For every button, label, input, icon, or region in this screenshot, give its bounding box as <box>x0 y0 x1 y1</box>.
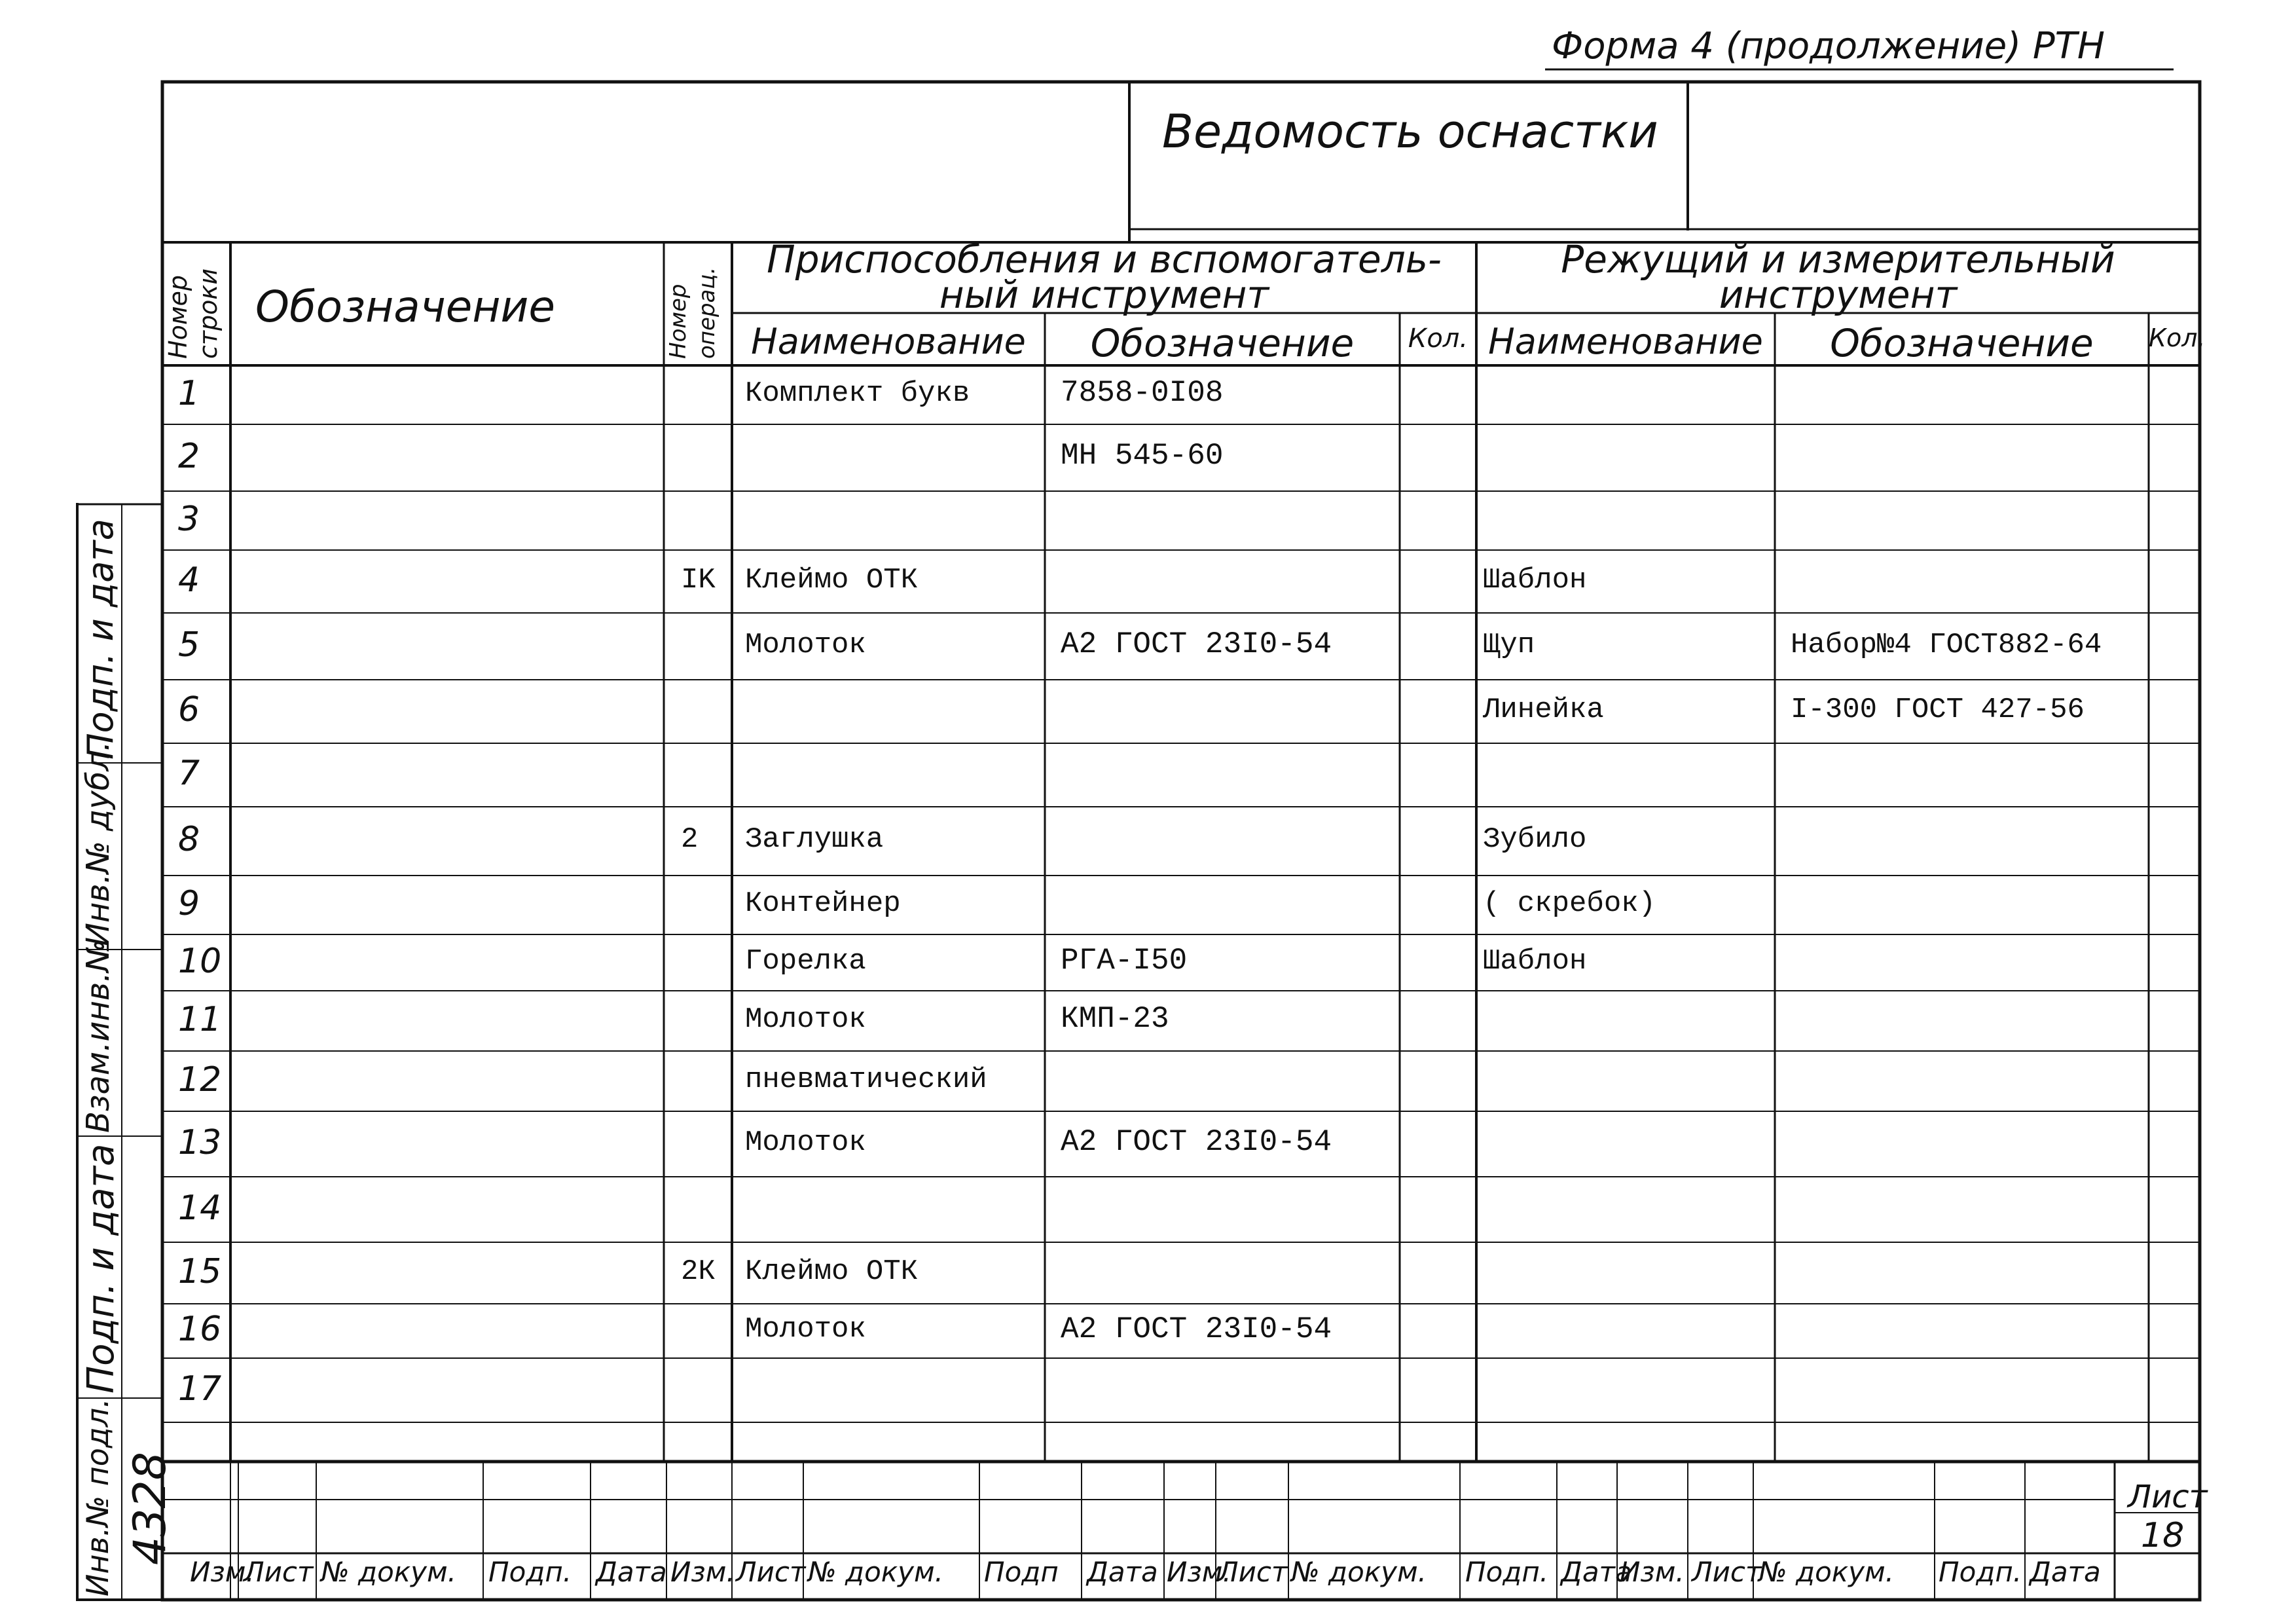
table-row <box>0 876 2296 934</box>
stamp-podp-data-1: Подп. и дата <box>80 519 121 760</box>
fixture-name: Клеймо ОТК <box>745 1255 919 1288</box>
table-row <box>0 424 2296 491</box>
revision-column-label: Изм. <box>670 1556 735 1588</box>
row-number: 7 <box>178 754 200 793</box>
row-number: 13 <box>178 1123 222 1162</box>
fixture-name: Молоток <box>745 1126 866 1159</box>
revision-column-label: Подп <box>984 1556 1059 1588</box>
revision-column-label: Изм. <box>1167 1556 1231 1588</box>
tool-name: ( скребок) <box>1483 887 1656 920</box>
row-number: 5 <box>178 625 200 665</box>
table-row <box>0 680 2296 743</box>
table-row <box>0 1304 2296 1358</box>
fixture-name: Молоток <box>745 629 866 661</box>
fixture-name: Молоток <box>745 1313 866 1346</box>
tool-name: Линейка <box>1483 693 1604 726</box>
revision-column-label: Лист <box>244 1556 314 1588</box>
revision-column-label: Дата <box>1561 1556 1632 1588</box>
fixture-name: Горелка <box>745 945 866 978</box>
document-title: Ведомость оснастки <box>1162 105 1658 158</box>
table-row <box>0 491 2296 550</box>
revision-column-label: Лист <box>1218 1556 1288 1588</box>
tool-name: Шаблон <box>1483 945 1587 978</box>
revision-column-label: № докум. <box>1291 1556 1427 1588</box>
header-cut-designation: Обозначение <box>1830 321 2094 365</box>
header-cutting-line2: инструмент <box>1719 272 1958 317</box>
header-cut-name: Наименование <box>1488 321 1763 362</box>
table-row <box>0 550 2296 613</box>
header-fix-name: Наименование <box>751 321 1026 362</box>
fixture-designation: КМП-23 <box>1061 1002 1169 1036</box>
revision-column-label: Изм. <box>1620 1556 1685 1588</box>
revision-column-label: Дата <box>596 1556 667 1588</box>
revision-column-label: Подп. <box>1465 1556 1549 1588</box>
fixture-designation: РГА-I50 <box>1061 944 1188 978</box>
row-number: 8 <box>178 820 200 859</box>
row-number: 2 <box>178 437 200 476</box>
revision-column-label: № докум. <box>321 1556 457 1588</box>
table-row <box>0 807 2296 876</box>
header-operation-number-1: Номер <box>665 284 691 359</box>
revision-column-label: Изм. <box>190 1556 255 1588</box>
tool-name: Шаблон <box>1483 564 1587 597</box>
revision-column-label: Лист <box>736 1556 806 1588</box>
table-row <box>0 1242 2296 1304</box>
header-row-number-1: Номер <box>164 275 192 359</box>
sheet-number: 18 <box>2141 1516 2185 1555</box>
row-number: 15 <box>178 1252 222 1291</box>
header-fixtures-line1: Приспособления и вспомогатель- <box>767 237 1442 282</box>
fixture-name: пневматический <box>745 1063 987 1096</box>
row-number: 4 <box>178 561 200 600</box>
header-row-number-2: строки <box>194 268 223 359</box>
tool-name: Зубило <box>1483 823 1587 856</box>
table-row <box>0 613 2296 680</box>
row-number: 12 <box>178 1060 222 1099</box>
stamp-inv-podl: Инв.№ подл. <box>80 1398 115 1596</box>
header-designation: Обозначение <box>255 282 555 332</box>
tool-designation: I-300 ГОСТ 427-56 <box>1791 693 2085 726</box>
table-row <box>0 743 2296 807</box>
fixture-name: Комплект букв <box>745 377 970 410</box>
tool-designation: Набор№4 ГОСТ882-64 <box>1791 629 2102 661</box>
row-number: 11 <box>178 1000 222 1039</box>
table-row <box>0 1051 2296 1111</box>
tool-name: Щуп <box>1483 629 1535 661</box>
row-number: 3 <box>178 500 200 539</box>
row-number: 10 <box>178 942 222 981</box>
row-number: 16 <box>178 1310 222 1349</box>
fixture-designation: 7858-0I08 <box>1061 376 1224 410</box>
header-operation-number-2: операц. <box>694 267 720 359</box>
table-row <box>0 1111 2296 1177</box>
revision-column-label: № докум. <box>808 1556 944 1588</box>
revision-column-label: № докум. <box>1758 1556 1895 1588</box>
row-number: 9 <box>178 884 200 923</box>
header-fix-qty: Кол. <box>1408 323 1468 354</box>
fixture-designation: А2 ГОСТ 23I0-54 <box>1061 1125 1332 1159</box>
header-cutting-line1: Режущий и измерительный <box>1561 237 2115 282</box>
operation-number: 2К <box>681 1255 716 1288</box>
fixture-designation: МН 545-60 <box>1061 439 1224 473</box>
row-number: 17 <box>178 1369 222 1409</box>
header-fix-designation: Обозначение <box>1090 321 1355 365</box>
table-row <box>0 1177 2296 1242</box>
header-cut-qty: Кол. <box>2149 323 2206 352</box>
table-row <box>0 1358 2296 1422</box>
row-number: 6 <box>178 690 200 729</box>
revision-column-label: Подп. <box>1939 1556 2022 1588</box>
revision-column-label: Дата <box>1087 1556 1158 1588</box>
header-fixtures-line2: ный инструмент <box>939 272 1269 317</box>
fixture-name: Клеймо ОТК <box>745 564 919 597</box>
sheet-label: Лист <box>2128 1479 2208 1515</box>
form-label-underline <box>1545 67 2200 72</box>
table-row <box>0 365 2296 424</box>
revision-column-label: Лист <box>1692 1556 1762 1588</box>
stamp-podp-data-2: Подп. и дата <box>80 1143 122 1393</box>
stamp-inv-number: 4328 <box>124 1451 176 1565</box>
fixture-name: Заглушка <box>745 823 884 856</box>
fixture-designation: А2 ГОСТ 23I0-54 <box>1061 627 1332 661</box>
stamp-vzam-inv: Взам.инв.№ <box>80 939 117 1133</box>
operation-number: IK <box>681 564 716 597</box>
revision-column-label: Дата <box>2030 1556 2101 1588</box>
revision-column-label: Подп. <box>488 1556 572 1588</box>
fixture-name: Молоток <box>745 1003 866 1036</box>
table-row <box>0 934 2296 991</box>
fixture-name: Контейнер <box>745 887 901 920</box>
operation-number: 2 <box>681 823 699 856</box>
form-label: Форма 4 (продолжение) РТН <box>1552 25 2105 67</box>
fixture-designation: А2 ГОСТ 23I0-54 <box>1061 1312 1332 1346</box>
row-number: 1 <box>178 374 200 413</box>
stamp-inv-dubl: Инв.№ дубл. <box>80 741 117 946</box>
table-row <box>0 991 2296 1051</box>
row-number: 14 <box>178 1189 222 1228</box>
